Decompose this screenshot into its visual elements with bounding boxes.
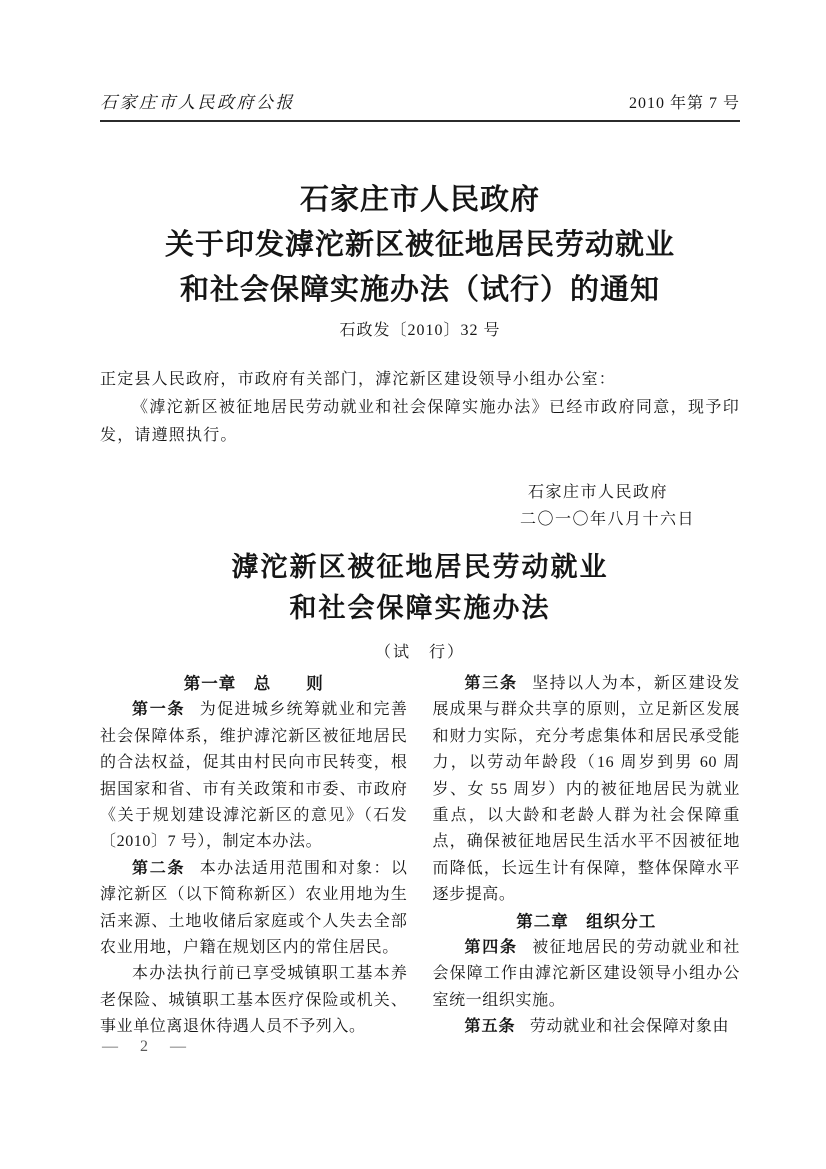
journal-title: 石家庄市人民政府公报	[100, 93, 295, 112]
left-column	[100, 671, 408, 1041]
article-1-paragraph	[100, 697, 408, 855]
article-2-note-paragraph: 本办法执行前已享受城镇职工基本养老保险、城镇职工基本医疗保险或机关、事业单位离退休待遇人员不予列入。	[100, 965, 408, 1036]
article-4-text: 被征地居民的劳动就业和社会保障工作由滹沱新区建设领导小组办公室统一组织实施。	[432, 939, 740, 1009]
article-2-label: 第二条	[132, 859, 186, 877]
running-header	[100, 88, 740, 122]
notice-body	[100, 366, 740, 450]
article-3-text: 坚持以人为本，新区建设发展成果与群众共享的原则，立足新区发展和财力实际，充分考虑集体和居民承受能力，以劳动年龄段（16 周岁到男 60 周岁、女 55 周岁）内的被征地居民为就业重点，以大龄和老龄人群为社会保障重点，确保被征地居民生活水平不因被征地而降低，长远生计有保障，整体保障水平逐步提高。	[432, 675, 740, 904]
notice-title	[80, 178, 760, 313]
article-5-text: 劳动就业和社会保障对象由	[529, 1018, 730, 1036]
signature-date: 二〇一〇年八月十六日	[519, 511, 695, 528]
measures-body	[100, 671, 740, 1041]
article-3-paragraph	[433, 671, 741, 909]
trial-label: （试 行）	[374, 644, 465, 661]
measures-title	[80, 547, 760, 629]
right-column	[433, 671, 741, 1041]
notice-title-line-2: 关于印发滹沱新区被征地居民劳动就业	[164, 229, 675, 261]
signer-name: 石家庄市人民政府	[527, 484, 668, 501]
article-2-text: 本办法适用范围和对象：以滹沱新区（以下简称新区）农业用地为生活来源、土地收储后家庭或个人失去全部农业用地，户籍在规划区内的常住居民。	[100, 859, 408, 957]
chapter-1-heading: 第一章 总 则	[183, 675, 324, 693]
issue-number: 2010 年第 7 号	[628, 95, 740, 112]
article-5-label: 第五条	[464, 1018, 516, 1036]
page-number: — 2 —	[102, 1038, 195, 1055]
article-5-paragraph	[433, 1014, 741, 1040]
document-number: 石政发〔2010〕32 号	[339, 322, 501, 339]
notice-title-line-1: 石家庄市人民政府	[299, 184, 540, 216]
article-1-label: 第一条	[132, 701, 186, 719]
article-2-paragraph	[100, 856, 408, 962]
chapter-2-heading: 第二章 组织分工	[516, 912, 657, 931]
salutation-line: 正定县人民政府，市政府有关部门，滹沱新区建设领导小组办公室：	[100, 371, 617, 388]
signature-block	[100, 479, 740, 533]
article-4-paragraph	[433, 935, 741, 1014]
notice-body-paragraph: 《滹沱新区被征地居民劳动就业和社会保障实施办法》已经市政府同意，现予印发，请遵照执行。	[100, 399, 740, 444]
article-4-label: 第四条	[464, 939, 518, 957]
measures-title-line-1: 滹沱新区被征地居民劳动就业	[231, 552, 609, 582]
notice-title-line-3: 和社会保障实施办法（试行）的通知	[179, 274, 660, 306]
measures-title-line-2: 和社会保障实施办法	[289, 593, 551, 623]
article-3-label: 第三条	[464, 675, 518, 692]
article-1-text: 为促进城乡统筹就业和完善社会保障体系，维护滹沱新区被征地居民的合法权益，促其由村民向市民转变，根据国家和省、市有关政策和市委、市政府《关于规划建设滹沱新区的意见》（石发〔2010〕7 号），制定本办法。	[100, 701, 408, 851]
